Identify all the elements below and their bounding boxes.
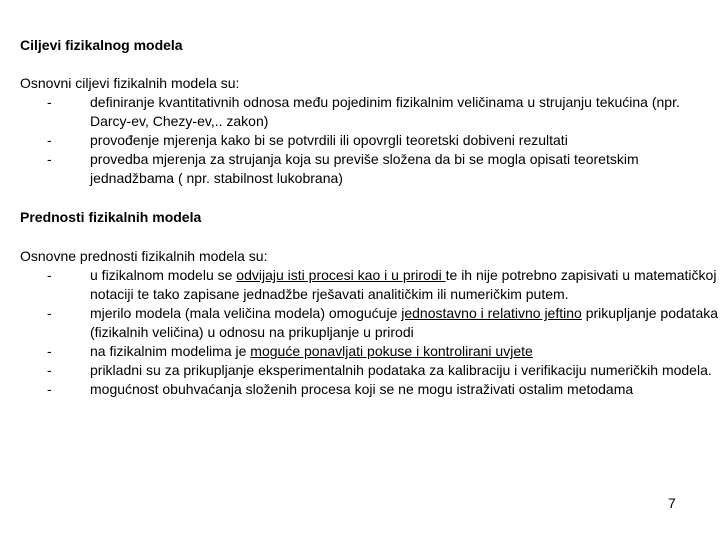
list-item xyxy=(20,342,720,361)
section-title-goals: Ciljevi fizikalnog modela xyxy=(20,37,183,53)
list-item-text-end: te ih nije potrebno zapisivati u matematičkoj notaciji te tako zapisane jednadžbe rješavati analitičkim ili numeričkim putem. xyxy=(90,267,717,302)
list-item xyxy=(20,380,720,399)
list-item-text: provođenje mjerenja kako bi se potvrdili ili opovrgli teoretski dobiveni rezultati xyxy=(90,132,568,148)
list-item-text-end: prikupljanje podataka (fizikalnih veličina) u odnosu na prikupljanje u prirodi xyxy=(90,305,719,340)
list-item-text: prikladni su za prikupljanje eksperimentalnih podataka za kalibraciju i verifikaciju numeričkih modela. xyxy=(90,362,712,378)
list-item xyxy=(20,266,720,304)
list-item xyxy=(20,150,720,188)
list-item-text-start: mjerilo modela (mala veličina modela) omogućuje xyxy=(90,305,402,321)
goals-list xyxy=(20,93,720,188)
underlined-text: jednostavno i relativno jeftino xyxy=(401,305,582,321)
list-item xyxy=(20,93,720,131)
list-dash: - xyxy=(47,343,52,359)
list-dash: - xyxy=(47,267,52,283)
page-number: 7 xyxy=(668,495,676,511)
list-item xyxy=(20,131,720,150)
list-item-text: mogućnost obuhvaćanja složenih procesa koji se ne mogu istraživati ostalim metodama xyxy=(90,381,634,397)
advantages-list xyxy=(20,266,720,399)
list-dash: - xyxy=(47,132,52,148)
list-dash: - xyxy=(47,151,52,167)
list-item xyxy=(20,304,720,342)
underlined-text: moguće ponavljati pokuse i kontrolirani uvjete xyxy=(250,343,533,359)
list-item-text-start: u fizikalnom modelu se xyxy=(90,267,237,283)
list-dash: - xyxy=(47,305,52,321)
list-item-text-start: na fizikalnim modelima je xyxy=(90,343,251,359)
list-dash: - xyxy=(47,362,52,378)
section-title-advantages: Prednosti fizikalnih modela xyxy=(20,209,202,225)
list-item-text: definiranje kvantitativnih odnosa među pojedinim fizikalnim veličinama u strujanju tekućina (npr. Darcy-ev, Chezy-ev,.. zakon) xyxy=(90,94,680,129)
section-intro-goals: Osnovni ciljevi fizikalnih modela su: xyxy=(20,75,240,91)
list-dash: - xyxy=(47,381,52,397)
section-intro-advantages: Osnovne prednosti fizikalnih modela su: xyxy=(20,248,268,264)
list-dash: - xyxy=(47,94,52,110)
list-item-text: provedba mjerenja za strujanja koja su previše složena da bi se mogla opisati teoretskim jednadžbama ( npr. stabilnost lukobrana) xyxy=(90,151,639,186)
list-item xyxy=(20,361,720,380)
underlined-text: odvijaju isti procesi kao i u prirodi xyxy=(236,267,446,283)
